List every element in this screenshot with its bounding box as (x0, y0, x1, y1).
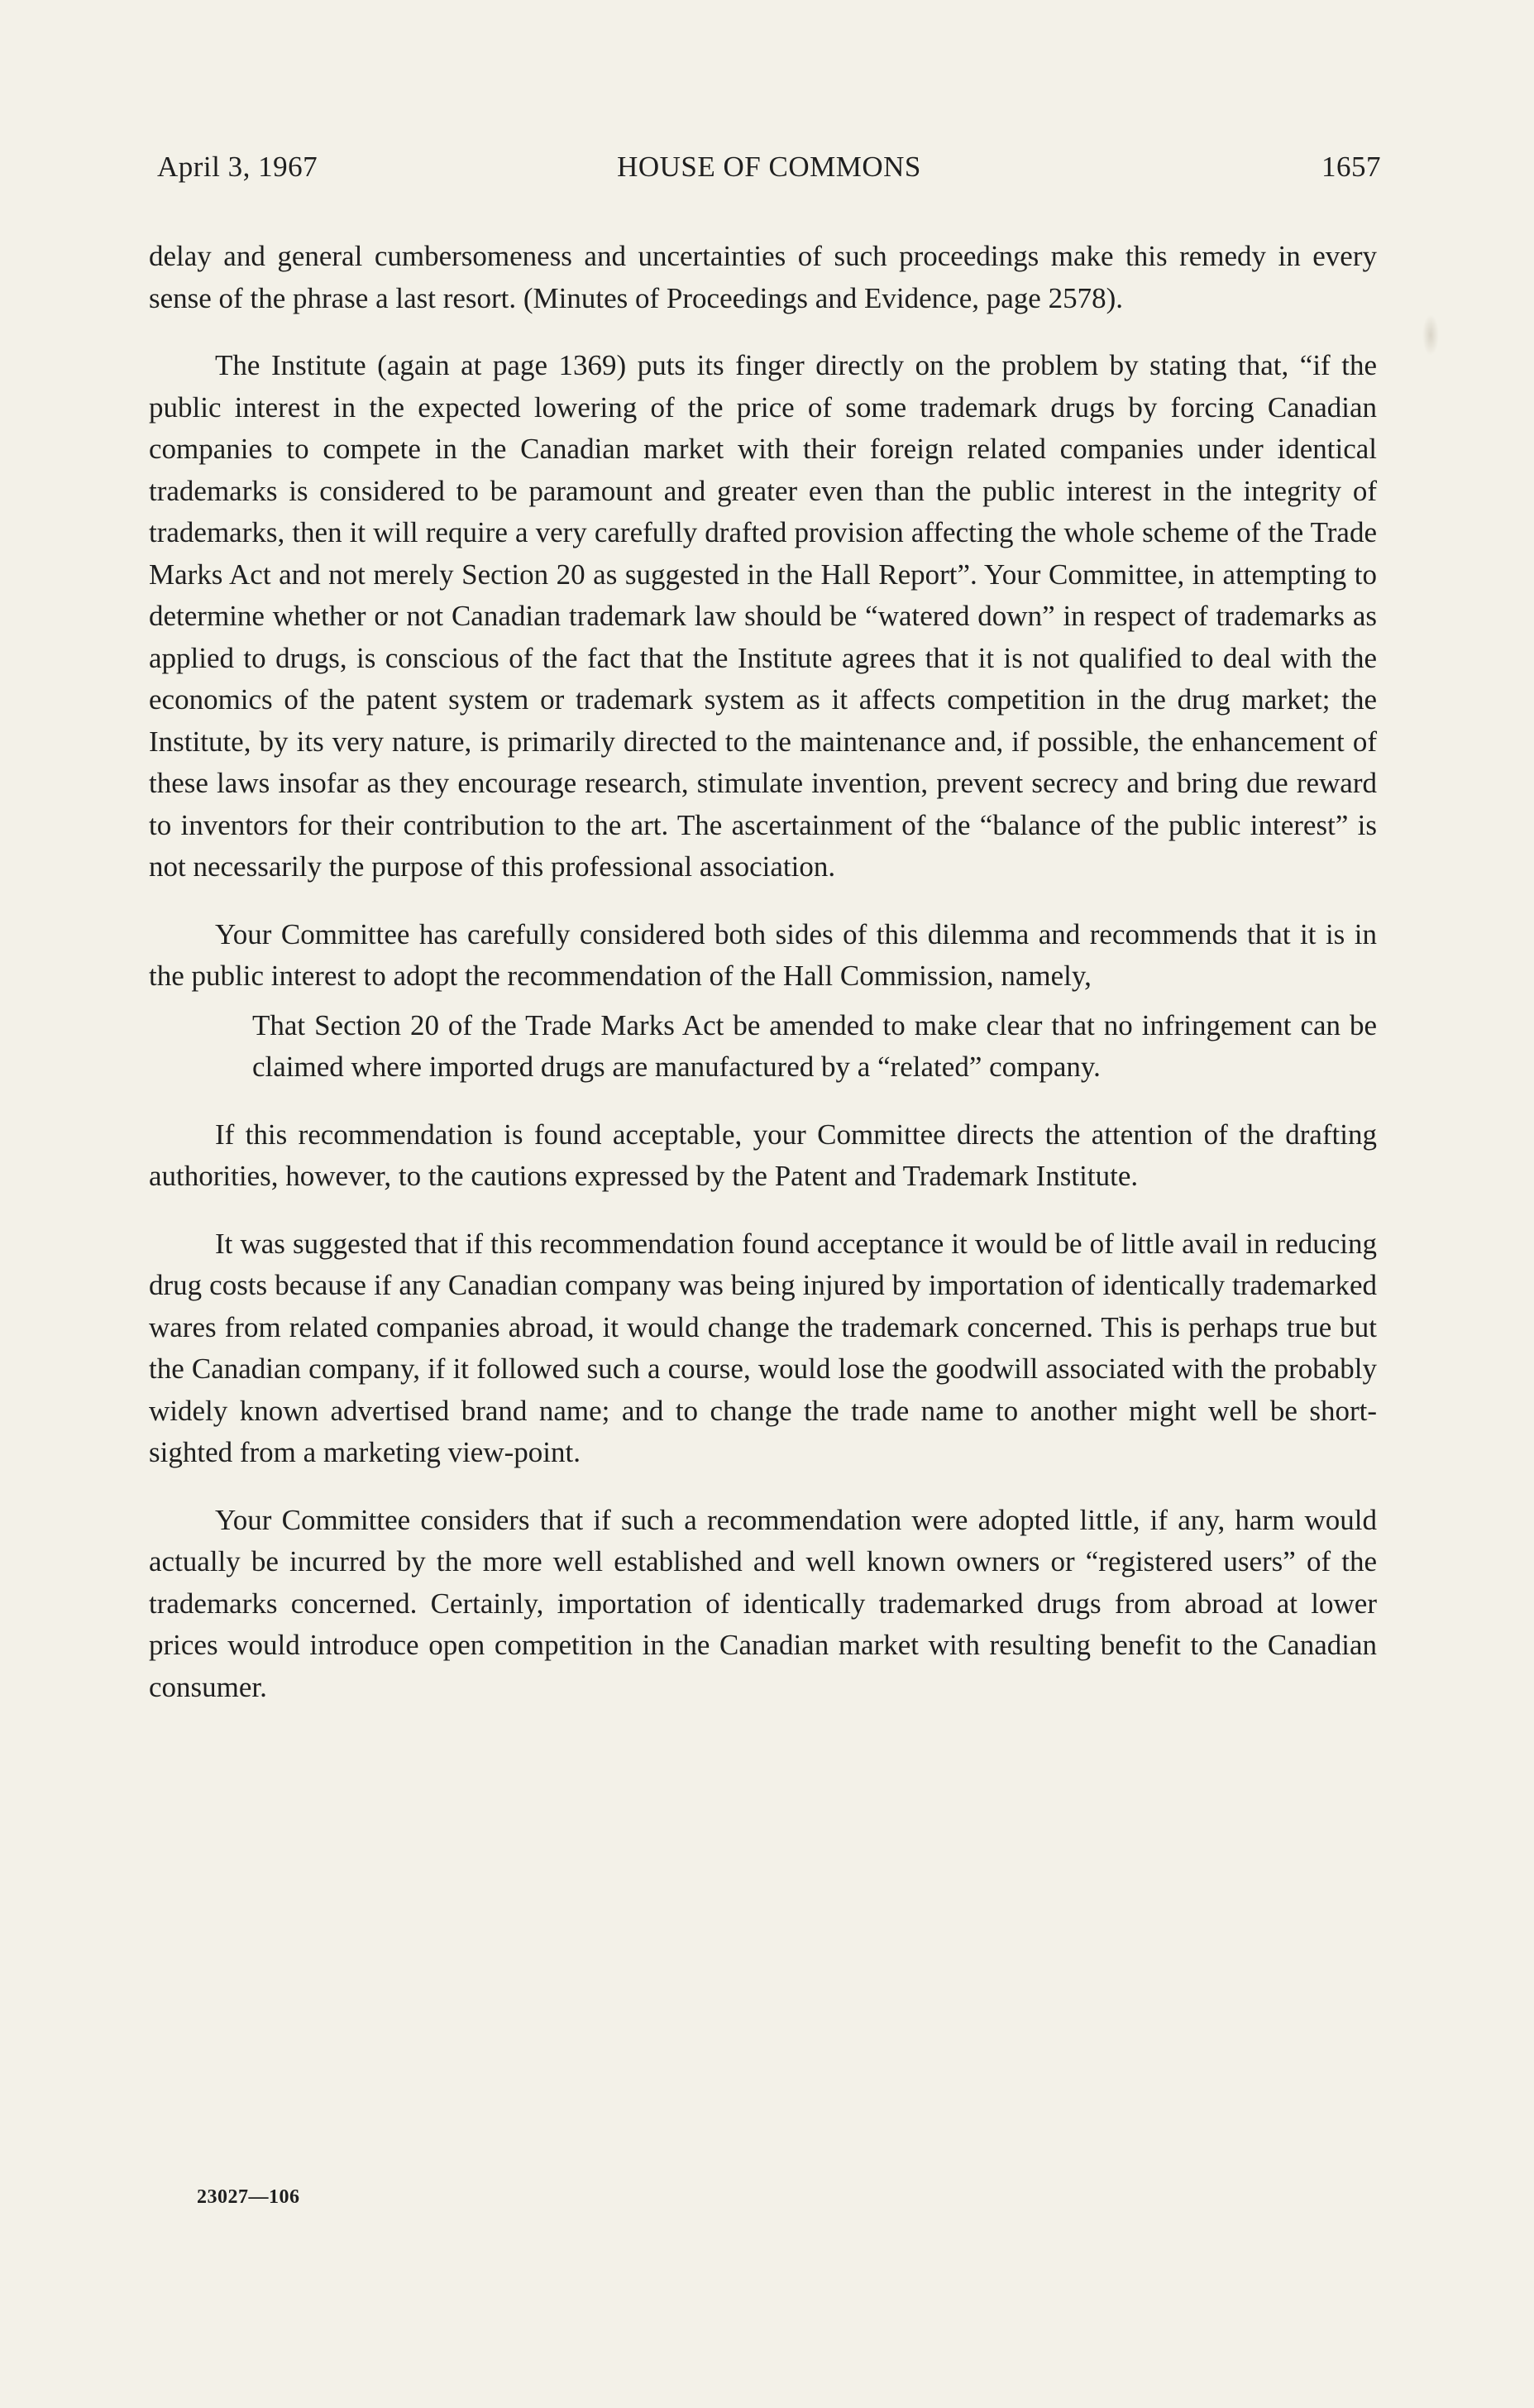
body-text (149, 236, 1377, 1734)
page-header (157, 151, 1381, 190)
paragraph-suggestion: It was suggested that if this recommendation found acceptance it would be of little avail in reducing drug costs because if any Canadian company was being injured by importation of identically trademarked wares from related companies abroad, it would change the trademark concerned. This is perhaps true but the Canadian company, if it followed such a course, would lose the goodwill associated with the probably widely known advertised brand name; and to change the trade name to another might well be short-sighted from a marketing view-point. (149, 1227, 1377, 1468)
print-code: 23027—106 (197, 2186, 300, 2208)
recommendation-quote: That Section 20 of the Trade Marks Act be amended to make clear that no infringement can be claimed where imported drugs are manufactured by a “related” company. (252, 1008, 1377, 1083)
page-number: 1657 (1321, 151, 1381, 183)
paragraph-institute: The Institute (again at page 1369) puts its finger directly on the problem by stating that, “if the public interest in the expected lowering of the price of some trademark drugs by forcing Canadian companies to compete in the Canadian market with their foreign related companies under identical trademarks is considered to be paramount and greater even than the public interest in the integrity of trademarks, then it will require a very carefully drafted provision affecting the whole scheme of the Trade Marks Act and not merely Section 20 as suggested in the Hall Report”. Your Committee, in attempting to determine whether or not Canadian trademark law should be “watered down” in respect of trademarks as applied to drugs, is conscious of the fact that the Institute agrees that it is not qualified to deal with the economics of the patent system or trademark system as it affects competition in the drug market; the Institute, by its very nature, is primarily directed to the maintenance and, if possible, the enhancement of these laws insofar as they encourage research, stimulate invention, prevent secrecy and bring due reward to inventors for their contribution to the art. The ascertainment of the “balance of the public interest” is not necessarily the purpose of this professional association. (149, 349, 1377, 883)
header-date: April 3, 1967 (157, 151, 318, 183)
paragraph-recommendation-acceptable: If this recommendation is found acceptable, your Committee directs the attention of the drafting authorities, however, to the cautions expressed by the Patent and Trademark Institute. (149, 1118, 1377, 1192)
paragraph-committee-considered: Your Committee has carefully considered both sides of this dilemma and recommends that it is in the public interest to adopt the recommendation of the Hall Commission, namely, (149, 917, 1377, 992)
paragraph-committee-conclusion: Your Committee considers that if such a recommendation were adopted little, if any, harm would actually be incurred by the more well established and well known owners or “registered users” of the trademarks concerned. Certainly, importation of identically trademarked drugs from abroad at lower prices would introduce open competition in the Canadian market with resulting benefit to the Canadian consumer. (149, 1503, 1377, 1703)
header-title: HOUSE OF COMMONS (617, 151, 921, 183)
bleed-through-mark (1422, 314, 1439, 356)
paragraph-continuation: delay and general cumbersomeness and uncertainties of such proceedings make this remedy in every sense of the phrase a last resort. (Minutes of Proceedings and Evidence, page 2578). (149, 240, 1377, 314)
